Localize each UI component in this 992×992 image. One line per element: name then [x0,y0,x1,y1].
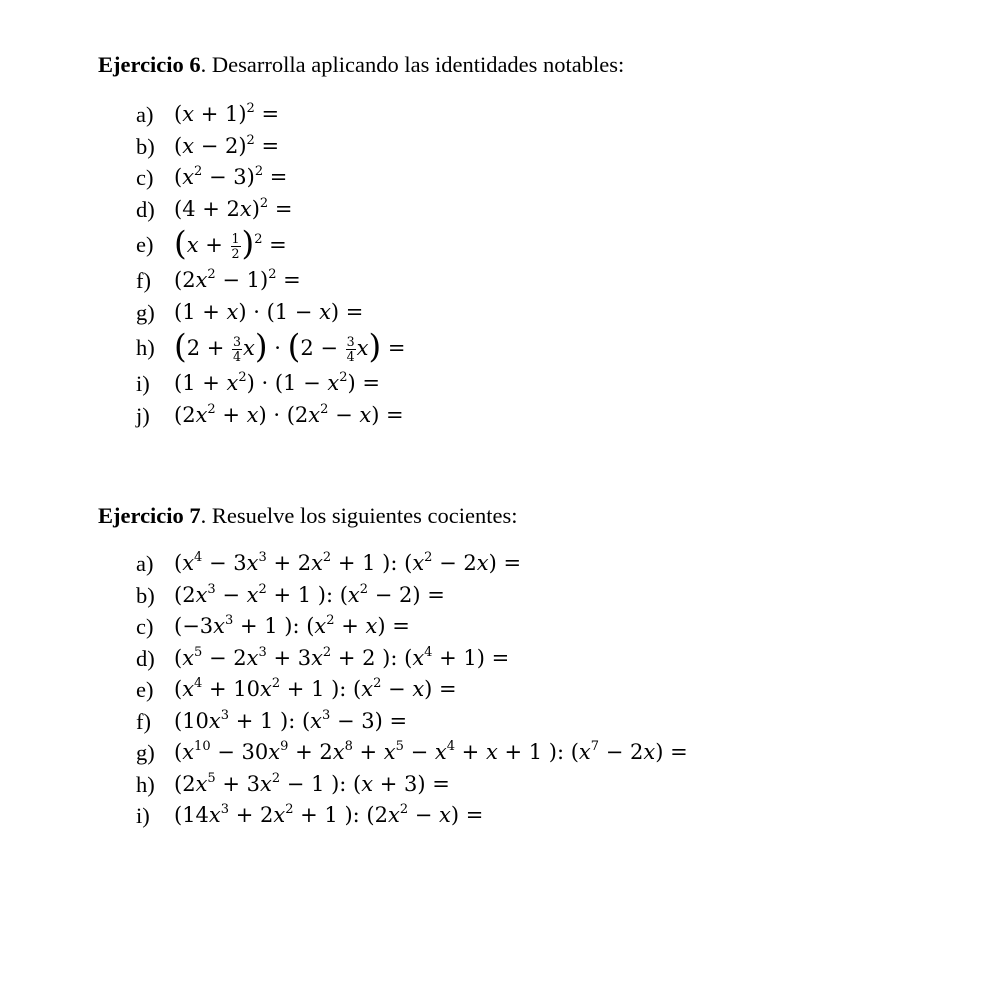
item-label: d) [136,645,155,671]
fraction: $\frac{1}{2}$ [231,231,240,261]
item-label: c) [136,614,154,639]
expression: $(x^2 - 3)^2$ = [174,163,288,189]
expression: ($x^{10} - 30x^9 + 2x^8 + x^5 - x^4 + x + 1$ ): $(x^7 - 2x)$ = [174,738,688,764]
expression: ($14x^3 + 2x^2 + 1$ ): $(2x^2 - x)$ = [174,801,484,827]
item-label: j) [136,402,150,428]
expression: $(2x^2 + x) \cdot (2x^2 - x)$ = [174,401,404,427]
item-label: a) [136,102,154,127]
exercise-6-instructions: . Desarrolla aplicando las identidades notables: [200,52,625,77]
item-label: g) [136,299,155,325]
item-label: i) [136,371,150,396]
expression: ($x^5 - 2x^3 + 3x^2 + 2$ ): $(x^4 + 1)$ = [174,644,510,670]
expression: ($x^4 - 3x^3 + 2x^2 + 1$ ): $(x^2 - 2x)$ = [174,549,522,575]
item-label: b) [136,582,155,608]
item-label: i) [136,803,150,828]
expression: $(x - 2)^2$ = [174,132,280,158]
exercise-7-title: Ejercicio 7 [98,503,201,528]
fraction: $\frac{3}{4}$ [233,334,242,364]
expression: (2 + $\frac{3}{4}$ x) · (2 − $\frac{3}{4}$ x) = [174,327,406,366]
item-label: a) [136,551,154,576]
item-label: e) [136,232,154,257]
expression: ($-3x^3 + 1$ ): $(x^2 + x)$ = [174,612,410,638]
expression: (x + $\frac{1}{2}$ )$^2$ = [174,224,287,263]
expression: $(4 + 2x)^2$ = [174,195,293,221]
expression: ($10x^3 + 1$ ): $(x^3 - 3)$ = [174,707,408,733]
item-label: g) [136,740,155,765]
exercise-7-heading [98,502,517,530]
expression: $(x + 1)^2$ = [174,100,280,126]
exercise-6-heading [98,51,624,79]
expression: ($x^4 + 10x^2 + 1$ ): $(x^2 - x)$ = [174,675,457,701]
item-label: b) [136,133,155,159]
item-label: f) [136,268,151,293]
expression: ($2x^3 - x^2 + 1$ ): $(x^2 - 2)$ = [174,581,445,607]
item-label: e) [136,677,154,702]
expression: $(2x^2 - 1)^2$ = [174,266,301,292]
item-label: h) [136,335,155,360]
item-label: c) [136,165,154,190]
item-label: d) [136,196,155,222]
expression: ($2x^5 + 3x^2 - 1$ ): (x + 3) = [174,770,450,796]
item-label: f) [136,708,151,734]
item-label: h) [136,771,155,797]
fraction: $\frac{3}{4}$ [346,334,355,364]
expression: (1 + x) · (1 − x) = [174,299,364,324]
exercise-7-instructions: . Resuelve los siguientes cocientes: [200,503,518,528]
exercise-6-title: Ejercicio 6 [98,52,201,77]
expression: $(1 + x^2) \cdot (1 - x^2)$ = [174,369,380,395]
